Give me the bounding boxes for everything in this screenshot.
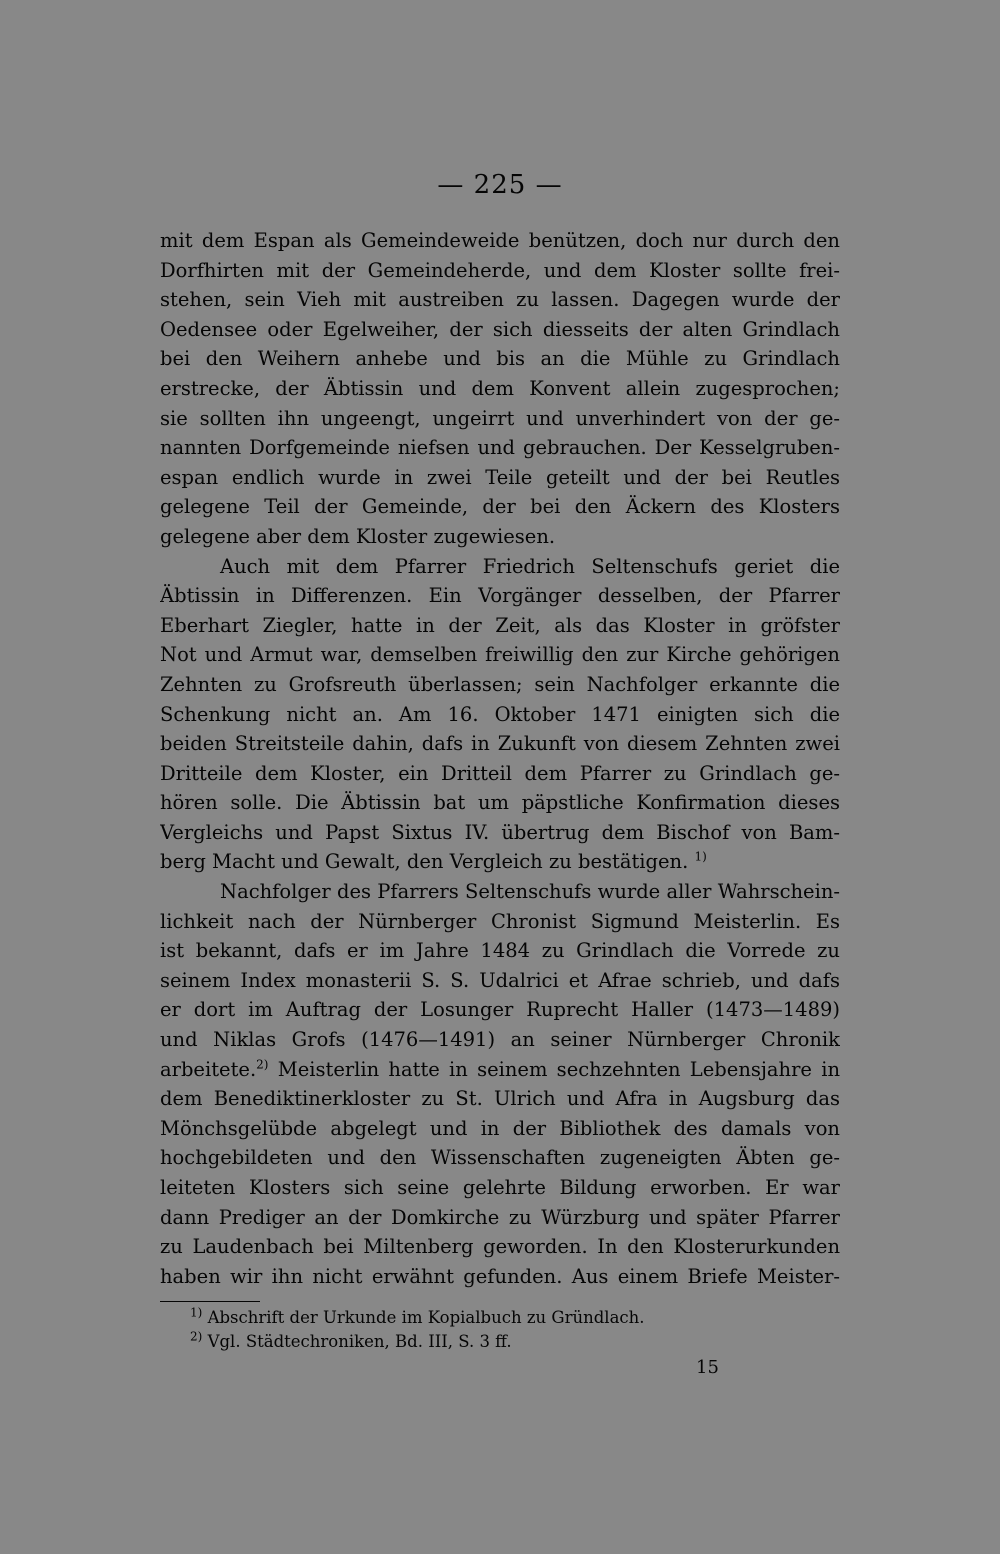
- text-line: stehen, sein Vieh mit austreiben zu lassen. Dagegen wurde der: [160, 288, 840, 312]
- text-line: erstrecke, der Äbtissin und dem Konvent allein zugesprochen;: [160, 376, 840, 400]
- text-line: Auch mit dem Pfarrer Friedrich Seltenschufs geriet die: [220, 554, 840, 578]
- text-line: Dorfhirten mit der Gemeindeherde, und dem Kloster sollte frei-: [160, 258, 840, 282]
- text-line: bei den Weihern anhebe und bis an die Mühle zu Grindlach: [160, 347, 840, 371]
- text-line: dann Prediger an der Domkirche zu Würzburg und später Pfarrer: [160, 1205, 840, 1229]
- text-line: [160, 1055, 840, 1085]
- text-line: Schenkung nicht an. Am 16. Oktober 1471 einigten sich die: [160, 702, 840, 726]
- footnotes: [190, 1306, 750, 1354]
- text-line: [160, 847, 840, 877]
- text-line: hochgebildeten und den Wissenschaften zugeneigten Äbten ge-: [160, 1146, 840, 1170]
- text-segment: berg Macht und Gewalt, den Vergleich zu bestätigen.: [160, 850, 689, 874]
- text-line: Nachfolger des Pfarrers Seltenschufs wurde aller Wahrschein-: [220, 880, 840, 904]
- footnote-divider: [160, 1301, 260, 1302]
- text-line: espan endlich wurde in zwei Teile geteilt und der bei Reutles: [160, 465, 840, 489]
- text-line: und Niklas Grofs (1476—1491) an seiner Nürnberger Chronik: [160, 1028, 840, 1052]
- text-segment: Meisterlin hatte in seinem sechzehnten Lebensjahre in: [268, 1057, 840, 1081]
- body-text: [160, 226, 840, 1291]
- footnote-mark: 2): [190, 1329, 203, 1344]
- signature-mark: 15: [696, 1357, 719, 1378]
- text-line: haben wir ihn nicht erwähnt gefunden. Aus einem Briefe Meister-: [160, 1264, 840, 1288]
- text-line: Äbtissin in Differenzen. Ein Vorgänger desselben, der Pfarrer: [160, 584, 840, 608]
- text-line: Oedensee oder Egelweiher, der sich diesseits der alten Grindlach: [160, 317, 840, 341]
- text-line: Mönchsgelübde abgelegt und in der Bibliothek des damals von: [160, 1116, 840, 1140]
- text-line: ist bekannt, dafs er im Jahre 1484 zu Grindlach die Vorrede zu: [160, 939, 840, 963]
- footnote-text: Abschrift der Urkunde im Kopialbuch zu Gründlach.: [202, 1308, 645, 1327]
- text-line: er dort im Auftrag der Losunger Ruprecht Haller (1473—1489): [160, 998, 840, 1022]
- footnote-reference: 1): [694, 849, 707, 864]
- text-line: Dritteile dem Kloster, ein Dritteil dem Pfarrer zu Grindlach ge-: [160, 761, 840, 785]
- text-line: zu Laudenbach bei Miltenberg geworden. In den Klosterurkunden: [160, 1235, 840, 1259]
- text-line: gelegene aber dem Kloster zugewiesen.: [160, 524, 556, 548]
- text-line: Zehnten zu Grofsreuth überlassen; sein Nachfolger erkannte die: [160, 672, 840, 696]
- footnote-mark: 1): [190, 1305, 203, 1320]
- footnote: [190, 1330, 750, 1354]
- text-line: hören solle. Die Äbtissin bat um päpstliche Konfirmation dieses: [160, 791, 840, 815]
- text-line: seinem Index monasterii S. S. Udalrici et Afrae schrieb, und dafs: [160, 968, 840, 992]
- text-line: dem Benediktinerkloster zu St. Ulrich und Afra in Augsburg das: [160, 1087, 840, 1111]
- text-line: nannten Dorfgemeinde niefsen und gebrauchen. Der Kesselgruben-: [160, 436, 840, 460]
- page-number: — 225 —: [437, 170, 563, 200]
- footnote-text: Vgl. Städtechroniken, Bd. III, S. 3 ff.: [202, 1332, 512, 1351]
- text-line: beiden Streitsteile dahin, dafs in Zukunft von diesem Zehnten zwei: [160, 732, 840, 756]
- text-line: lichkeit nach der Nürnberger Chronist Sigmund Meisterlin. Es: [160, 909, 840, 933]
- text-line: mit dem Espan als Gemeindeweide benützen, doch nur durch den: [160, 229, 840, 252]
- text-line: Not und Armut war, demselben freiwillig den zur Kirche gehörigen: [160, 643, 840, 667]
- text-line: gelegene Teil der Gemeinde, der bei den Äckern des Klosters: [160, 495, 840, 519]
- text-line: leiteten Klosters sich seine gelehrte Bildung erworben. Er war: [160, 1176, 840, 1199]
- footnote: [190, 1306, 750, 1330]
- text-line: Vergleichs und Papst Sixtus IV. übertrug dem Bischof von Bam-: [160, 820, 840, 844]
- text-line: sie sollten ihn ungeengt, ungeirrt und unverhindert von der ge-: [160, 406, 840, 430]
- footnote-reference: 2): [256, 1057, 269, 1072]
- text-line: Eberhart Ziegler, hatte in der Zeit, als das Kloster in gröfster: [160, 613, 840, 637]
- text-segment: arbeitete.: [160, 1057, 257, 1081]
